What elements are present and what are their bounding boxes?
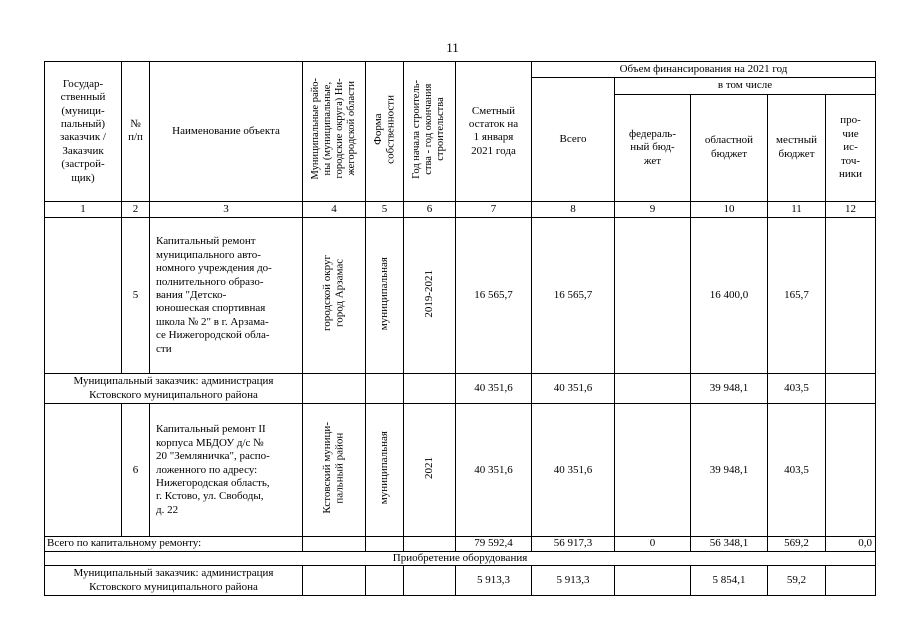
balance-cell: 5 913,3 [456,566,532,596]
balance-cell: 79 592,4 [456,537,532,551]
district-cell [303,374,366,404]
header-financing-volume: Объем финансирования на 2021 год [532,62,876,78]
federal-cell [615,218,691,374]
district-cell [303,537,366,551]
header-regional: областной бюджет [691,94,768,201]
column-number: 9 [615,201,691,217]
total-cell: 16 565,7 [532,218,615,374]
section-row [45,551,876,565]
total-cell: 5 913,3 [532,566,615,596]
column-number: 10 [691,201,768,217]
years-cell [404,374,456,404]
column-number: 6 [404,201,456,217]
column-number: 12 [826,201,876,217]
header-estimated-balance: Сметный остаток на 1 января 2021 года [456,62,532,202]
federal-cell: 0 [615,537,691,551]
balance-cell: 40 351,6 [456,404,532,537]
total-cell: 40 351,6 [532,374,615,404]
district-cell: городской округ город Арзамас [303,218,366,374]
header-ownership-form: Форма собственности [366,62,404,202]
local-cell: 569,2 [768,537,826,551]
header-object-name: Наименование объекта [150,62,303,202]
total-label: Всего по капитальному ремонту: [45,537,303,551]
other-cell [826,374,876,404]
customer-cell [45,404,122,537]
regional-cell: 39 948,1 [691,404,768,537]
object-name: Капитальный ремонт муниципального авто- номного учреждения до- полнительного образо- вания "Детско- юношеская спортивная школа № 2" в г. Арзама- се Нижегородской обла- сти [150,218,303,374]
column-number: 4 [303,201,366,217]
header-local: местный бюджет [768,94,826,201]
regional-cell: 39 948,1 [691,374,768,404]
total-cell: 40 351,6 [532,404,615,537]
years-cell: 2019-2021 [404,218,456,374]
row-number: 5 [122,218,150,374]
district-cell: Кстовский муници- пальный район [303,404,366,537]
header-municipal-district: Муниципальные райо- ны (муниципальные, городские округа) Ни- жегородской области [303,62,366,202]
federal-cell [615,566,691,596]
column-number: 2 [122,201,150,217]
table-row [45,218,876,374]
column-number: 11 [768,201,826,217]
column-number: 7 [456,201,532,217]
ownership-cell [366,537,404,551]
column-number: 8 [532,201,615,217]
header-federal: федераль- ный бюд- жет [615,94,691,201]
ownership-cell [366,374,404,404]
total-cell: 56 917,3 [532,537,615,551]
federal-cell [615,374,691,404]
local-cell: 165,7 [768,218,826,374]
ownership-cell [366,566,404,596]
regional-cell: 5 854,1 [691,566,768,596]
local-cell: 403,5 [768,374,826,404]
regional-cell: 56 348,1 [691,537,768,551]
page-number: 11 [446,40,459,55]
customer-label: Муниципальный заказчик: администрация Кстовского муниципального района [45,374,303,404]
local-cell: 403,5 [768,404,826,537]
local-cell: 59,2 [768,566,826,596]
header-customer: Государ- ственный (муници- пальный) заказчик / Заказчик (застрой- щик) [45,62,122,202]
years-cell [404,566,456,596]
ownership-cell: муниципальная [366,218,404,374]
header-including: в том числе [615,78,876,94]
other-cell: 0,0 [826,537,876,551]
header-total: Всего [532,78,615,201]
section-title: Приобретение оборудования [45,551,876,565]
table-row [45,374,876,404]
ownership-cell: муниципальная [366,404,404,537]
financing-table [44,61,876,596]
other-cell [826,566,876,596]
column-numbers-row [45,201,876,217]
column-number: 1 [45,201,122,217]
regional-cell: 16 400,0 [691,218,768,374]
object-name: Капитальный ремонт II корпуса МБДОУ д/с № 20 "Земляничка", распо- ложенного по адресу: Нижегородская область, г. Кстово, ул. Свободы, д. 22 [150,404,303,537]
header-years: Год начала строитель- ства - год окончания строительства [404,62,456,202]
column-number: 3 [150,201,303,217]
balance-cell: 40 351,6 [456,374,532,404]
table-row [45,566,876,596]
customer-label: Муниципальный заказчик: администрация Кстовского муниципального района [45,566,303,596]
district-cell [303,566,366,596]
header-num: № п/п [122,62,150,202]
years-cell: 2021 [404,404,456,537]
column-number: 5 [366,201,404,217]
row-number: 6 [122,404,150,537]
other-cell [826,218,876,374]
total-row [45,537,876,551]
other-cell [826,404,876,537]
years-cell [404,537,456,551]
customer-cell [45,218,122,374]
header-other: про- чие ис- точ- ники [826,94,876,201]
balance-cell: 16 565,7 [456,218,532,374]
table-row [45,404,876,537]
federal-cell [615,404,691,537]
